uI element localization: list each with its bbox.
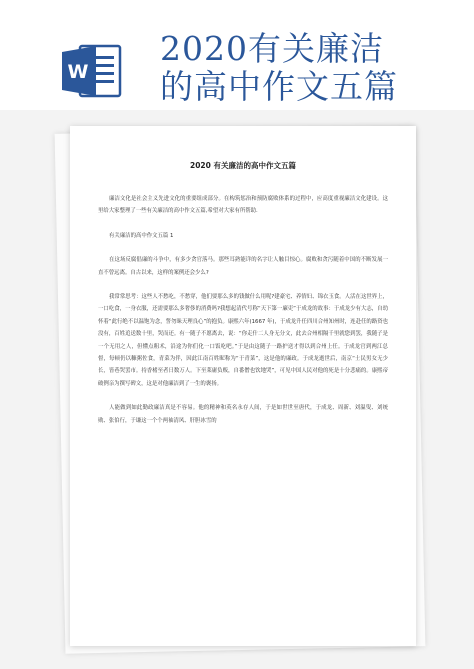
svg-text:W: W bbox=[67, 61, 89, 83]
document-paragraph-2: 我常常思考：这些人不愁吃，不愁穿，他们要那么多的钱做什么用呢?建豪宅、养情妇、锦衣玉食。人活在这世界上，一口吃食，一身衣服，还需要那么多奢侈的消费吗?我想起清代号称“天下第一廉吏”于成龙的故事：于成龙少有大志，自幼怀着“此行绝不以温饱为念，誓勿昧天理良心”的抱负。康熙六年(1667 年)，于成龙升任四川合州知州时，连赴任的路资也没有，百姓追送数十里，哭而还。有一随子不愿离去，说：“你走什二人身无分文，此去合州相隔千里就您到罢，我随子是一个无用之人，但懂点粗术，沿途为你们化一口饭吃吧。”于是由这随子一路护送才得以到合州上任。于成龙官到两江总督，每顿仍以糠粥佐食，青菜为伴，因此江南百姓昵称为“于青菜”，这是他的廉政。于成龙逝世后，南京“士民男女无少长，皆巷哭罢市。持香楮至者日数万人。下至莱庸负贩，自番僧也饮地哭”，可见中国人民对他的死是十分悲痛的。康熙帝破例亲为撰写碑文，这是对他廉洁到了一生的褒扬。 bbox=[98, 294, 388, 387]
document-paragraph-3: 人能做到如此勤政廉洁真是不容易。他的精神和英名永存人间，于是如世世至唐代，于成龙、周新、刘温叟、刘统勋、张伯行，于谦这一个个两袖清风、肝胆冰雪的 bbox=[98, 405, 388, 424]
page-title-line-1: 2020有关廉洁 bbox=[160, 29, 384, 68]
document-paragraph-1: 在这场反腐倡廉的斗争中，有多少贪官落马。那些耳熟能详的名字让人触目惊心。腐败和贪污随着中国的不断发展一直不曾远离。自古以来，这样的案例还会少么? bbox=[98, 257, 388, 276]
word-icon bbox=[62, 44, 122, 98]
header-banner bbox=[0, 0, 474, 110]
page-title bbox=[160, 30, 398, 106]
page-title-line-2: 的高中作文五篇 bbox=[160, 67, 398, 106]
section-heading: 有关廉洁的高中作文五篇 1 bbox=[109, 232, 174, 239]
document-title: 2020 有关廉洁的高中作文五篇 bbox=[190, 161, 296, 170]
document-page bbox=[70, 126, 416, 646]
document-intro: 廉洁文化是社会主义先进文化的重要组成部分。在构筑惩治和预防腐败体系的过程中，应高度重视廉洁文化建设。这里给大家整理了一些有关廉洁的高中作文五篇,希望对大家有所帮助. bbox=[98, 196, 388, 215]
